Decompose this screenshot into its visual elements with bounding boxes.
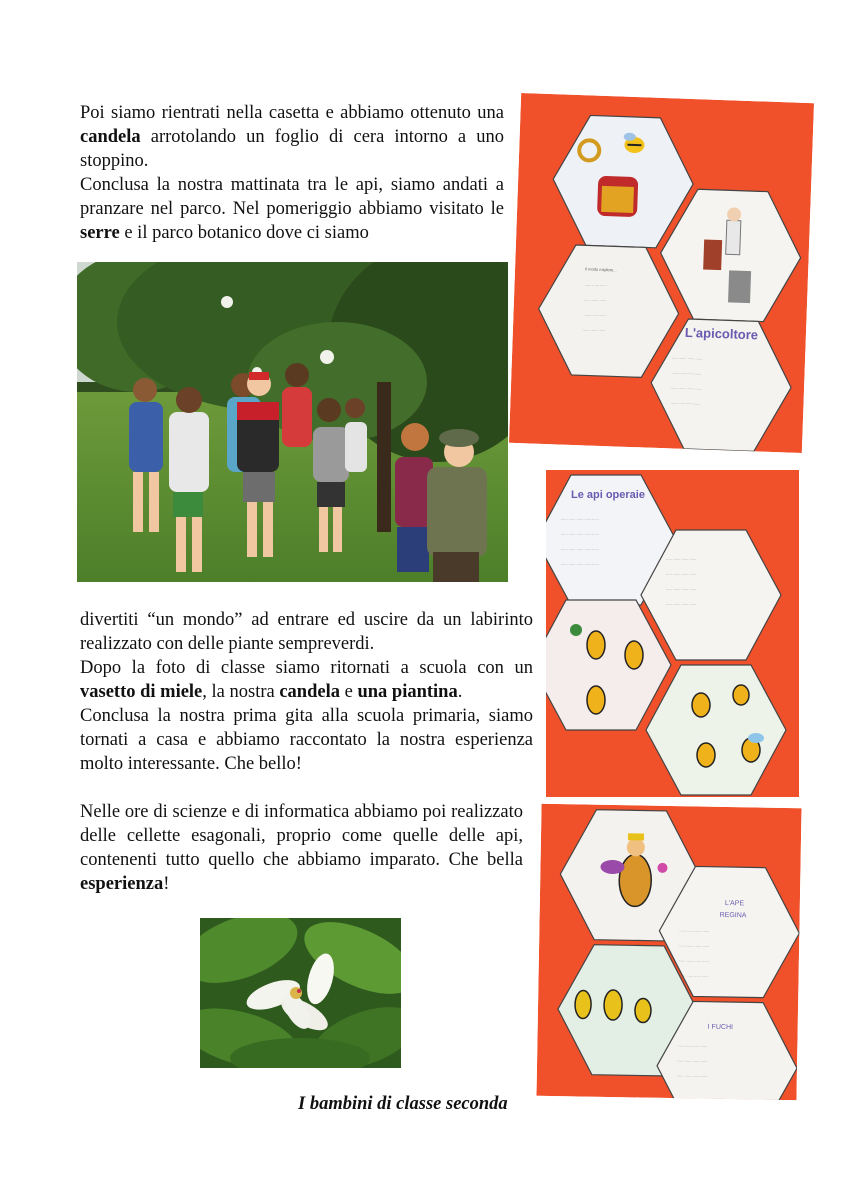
svg-text:...... ...... ...... ...... ..: ...... ...... ...... ...... ...... — [561, 561, 599, 566]
svg-text:...... ...... ...... ......: ...... ...... ...... ...... — [679, 942, 710, 948]
svg-text:Il modo migliore...: Il modo migliore... — [585, 266, 617, 273]
svg-text:...... ...... ......: ...... ...... ...... — [583, 296, 607, 303]
svg-text:...... ...... ...... ...... ..: ...... ...... ...... ...... ...... — [561, 531, 599, 536]
text-run: ! — [163, 874, 170, 894]
svg-text:...... ...... ...... ......: ...... ...... ...... ...... — [677, 1057, 708, 1063]
text-run: arrotolando un foglio di cera intorno a uno stoppino. — [80, 127, 504, 171]
svg-text:...... ...... ...... ......: ...... ...... ...... ...... — [666, 571, 697, 576]
text-run: Nelle ore di scienze e di informatica abbiamo poi realizzato delle cellette esagonali, proprio come quelle delle api, contenenti tutto quello che abbiamo imparato. Che bella — [80, 802, 523, 870]
svg-text:...... ...... ......: ...... ...... ...... — [582, 326, 606, 333]
text-run: . — [457, 682, 463, 702]
poster-worker-bees — [546, 470, 799, 797]
poster-title: REGINA — [719, 911, 747, 920]
bold-term: vasetto di miele — [80, 682, 203, 702]
poster-title: L'APE — [724, 899, 745, 908]
paragraph-cells — [80, 800, 523, 896]
svg-text:...... ...... ...... ......: ...... ...... ...... ...... — [670, 384, 702, 391]
text-run: Dopo la foto di classe siamo ritornati a scuola con un — [80, 658, 533, 678]
magnolia-flower-photo — [200, 918, 401, 1068]
svg-text:...... ...... ...... ......: ...... ...... ...... ...... — [666, 556, 697, 561]
svg-text:...... ...... ...... ......: ...... ...... ...... ...... — [671, 369, 702, 376]
bold-term: esperienza — [80, 874, 164, 894]
bold-term: candela — [80, 127, 141, 147]
text-run: divertiti “un mondo” ad entrare ed uscire da un labirinto realizzato con delle piante sempreverdi. — [80, 610, 533, 654]
svg-text:...... ...... ...... ......: ...... ...... ...... ...... — [677, 1042, 708, 1048]
svg-text:...... ...... ......: ...... ...... ...... — [583, 311, 606, 318]
svg-text:...... ...... ...... ......: ...... ...... ...... ...... — [676, 1072, 707, 1078]
children-park-photo — [77, 262, 508, 582]
svg-text:...... ...... ...... ......: ...... ...... ...... ...... — [666, 601, 697, 606]
svg-text:...... ...... ...... ...... ..: ...... ...... ...... ...... ...... — [561, 516, 599, 521]
bold-term: candela — [279, 682, 340, 702]
bold-term: serre — [80, 223, 120, 243]
poster-queen-drones — [536, 804, 801, 1100]
signature: I bambini di classe seconda — [298, 1094, 508, 1114]
svg-text:...... ...... ...... ......: ...... ...... ...... ...... — [678, 957, 709, 963]
svg-text:...... ...... ...... ...... ..: ...... ...... ...... ...... ...... — [561, 546, 599, 551]
poster-beekeeper — [509, 93, 814, 453]
paragraph-return — [80, 608, 533, 776]
text-run: Poi siamo rientrati nella casetta e abbiamo ottenuto una — [80, 103, 504, 123]
text-run: Conclusa la nostra prima gita alla scuola primaria, siamo tornati a casa e abbiamo raccontato la nostra esperienza molto interessante. Che bello! — [80, 706, 533, 774]
paragraph-intro — [80, 101, 504, 245]
svg-text:...... ...... ...... ......: ...... ...... ...... ...... — [671, 354, 703, 361]
text-run: e — [339, 682, 358, 702]
svg-text:...... ...... ...... ......: ...... ...... ...... ...... — [679, 927, 710, 933]
svg-text:...... ...... ...... ......: ...... ...... ...... ...... — [670, 399, 701, 406]
svg-text:...... ...... ......: ...... ...... ...... — [584, 281, 607, 288]
text-run: e il parco botanico dove ci siamo — [119, 223, 369, 243]
svg-text:...... ...... ...... ......: ...... ...... ...... ...... — [678, 972, 709, 978]
poster-title: L'apicoltore — [684, 324, 759, 343]
poster-title: I FUCHI — [707, 1023, 734, 1032]
text-run: , la nostra — [202, 682, 280, 702]
poster-title: Le api operaie — [571, 489, 645, 501]
text-run: Conclusa la nostra mattinata tra le api, siamo andati a pranzare nel parco. Nel pomeriggio abbiamo visitato le — [80, 175, 504, 219]
svg-text:...... ...... ...... ......: ...... ...... ...... ...... — [666, 586, 697, 591]
bold-term: una piantina — [357, 682, 458, 702]
